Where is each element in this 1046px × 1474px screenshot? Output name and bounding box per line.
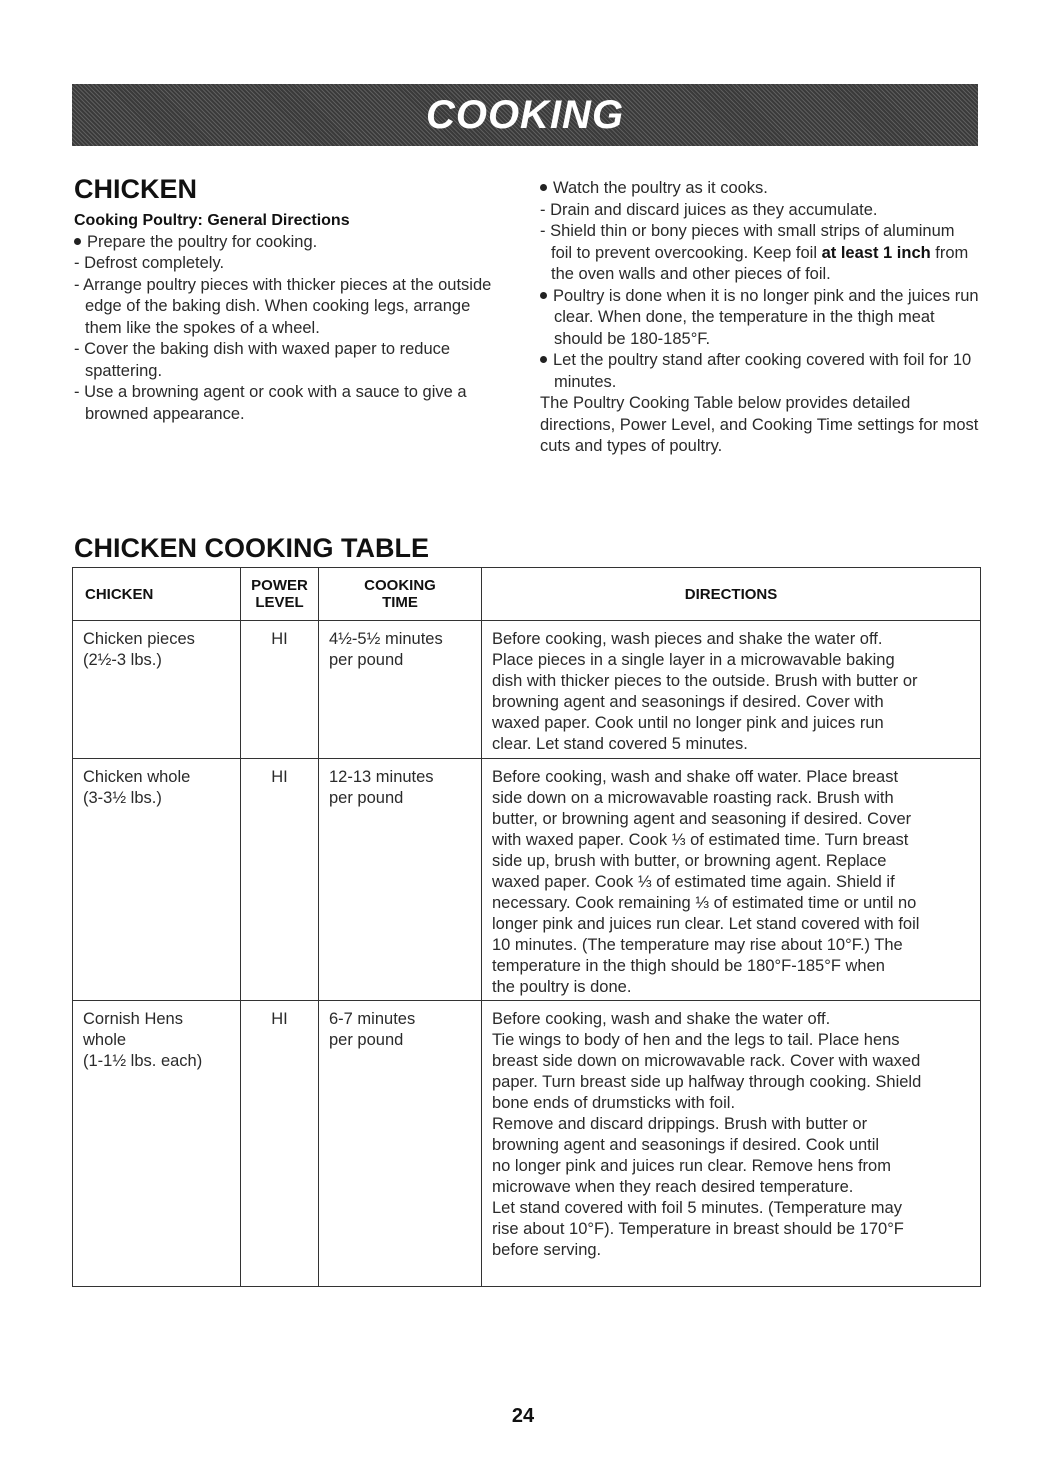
list-item: - Arrange poultry pieces with thicker pieces at the outside edge of the baking dish. When cooking legs, arrange them like the spokes of a wheel.	[74, 275, 492, 337]
list-item: Prepare the poultry for cooking.	[74, 232, 510, 254]
table-row	[73, 1001, 981, 1287]
list-item: Watch the poultry as it cooks.	[540, 178, 980, 200]
cell-directions: Before cooking, wash and shake the water off. Tie wings to body of hen and the legs to tail. Place hens breast side down on microwavable rack. Cover with waxed paper. Turn breast side up halfway through cooking. Shield bone ends of drumsticks with foil. Remove and discard drippings. Brush with butter or browning agent and seasonings if desired. Cook until no longer pink and juices run clear. Remove hens from microwave when they reach desired temperature. Let stand covered with foil 5 minutes. (Temperature may rise about 10°F). Temperature in breast should be 170°F before serving.	[482, 1001, 981, 1287]
list-item: - Defrost completely.	[74, 254, 225, 272]
list-item: - Use a browning agent or cook with a sauce to give a browned appearance.	[74, 383, 467, 423]
chicken-cooking-tips	[540, 178, 980, 458]
table-title: CHICKEN COOKING TABLE	[74, 533, 429, 563]
cell-chicken-type: Chicken pieces (2½-3 lbs.)	[73, 621, 241, 759]
cell-power-level: HI	[241, 759, 319, 1001]
banner-title: COOKING	[425, 92, 625, 137]
page-number: 24	[511, 1405, 535, 1427]
table-intro-note: The Poultry Cooking Table below provides detailed directions, Power Level, and Cooking Time settings for most cuts and types of poultry.	[540, 394, 979, 455]
cell-power-level: HI	[241, 621, 319, 759]
section-banner	[72, 84, 978, 146]
bullet-icon	[540, 184, 547, 191]
general-directions-subheading: Cooking Poultry: General Directions	[74, 212, 350, 229]
chicken-heading: CHICKEN	[74, 174, 198, 204]
cell-directions: Before cooking, wash pieces and shake the water off. Place pieces in a single layer in a microwavable baking dish with thicker pieces to the outside. Brush with butter or browning agent and seasonings if desired. Cover with waxed paper. Cook until no longer pink and juices run clear. Let stand covered 5 minutes.	[482, 621, 981, 759]
bullet-icon	[74, 238, 81, 245]
list-item: - Cover the baking dish with waxed paper to reduce spattering.	[74, 340, 451, 380]
header-directions: DIRECTIONS	[482, 568, 981, 621]
table-row	[73, 759, 981, 1001]
cell-chicken-type: Cornish Hens whole (1-1½ lbs. each)	[73, 1001, 241, 1287]
table-header-row	[73, 568, 981, 621]
header-chicken: CHICKEN	[73, 568, 241, 621]
cell-directions: Before cooking, wash and shake off water. Place breast side down on a microwavable roasting rack. Brush with butter, or browning agent and seasoning if desired. Cover with waxed paper. Cook ⅓ of estimated time. Turn breast side up, brush with butter, or browning agent. Replace waxed paper. Cook ⅓ of estimated time again. Shield if necessary. Cook remaining ⅓ of estimated time or until no longer pink and juices run clear. Let stand covered with foil 10 minutes. (The temperature may rise about 10°F.) The temperature in the thigh should be 180°F-185°F when the poultry is done.	[482, 759, 981, 1001]
list-item: Let the poultry stand after cooking covered with foil for 10 minutes.	[540, 350, 980, 393]
bullet-icon	[540, 356, 547, 363]
list-item: - Shield thin or bony pieces with small strips of aluminum foil to prevent overcooking. Keep foil at least 1 inch from the oven walls and other pieces of foil.	[540, 222, 969, 283]
bullet-icon	[540, 292, 547, 299]
list-item: - Drain and discard juices as they accumulate.	[540, 200, 878, 219]
table-row	[73, 621, 981, 759]
header-power-level: POWER LEVEL	[241, 568, 319, 621]
cell-power-level: HI	[241, 1001, 319, 1287]
cell-chicken-type: Chicken whole (3-3½ lbs.)	[73, 759, 241, 1001]
header-cooking-time: COOKING TIME	[319, 568, 482, 621]
cell-cooking-time: 6-7 minutes per pound	[319, 1001, 482, 1287]
chicken-cooking-table	[72, 567, 981, 1287]
cell-cooking-time: 4½-5½ minutes per pound	[319, 621, 482, 759]
cell-cooking-time: 12-13 minutes per pound	[319, 759, 482, 1001]
chicken-general-directions	[74, 174, 510, 425]
list-item: Poultry is done when it is no longer pink and the juices run clear. When done, the temperature in the thigh meat should be 180-185°F.	[540, 286, 980, 351]
